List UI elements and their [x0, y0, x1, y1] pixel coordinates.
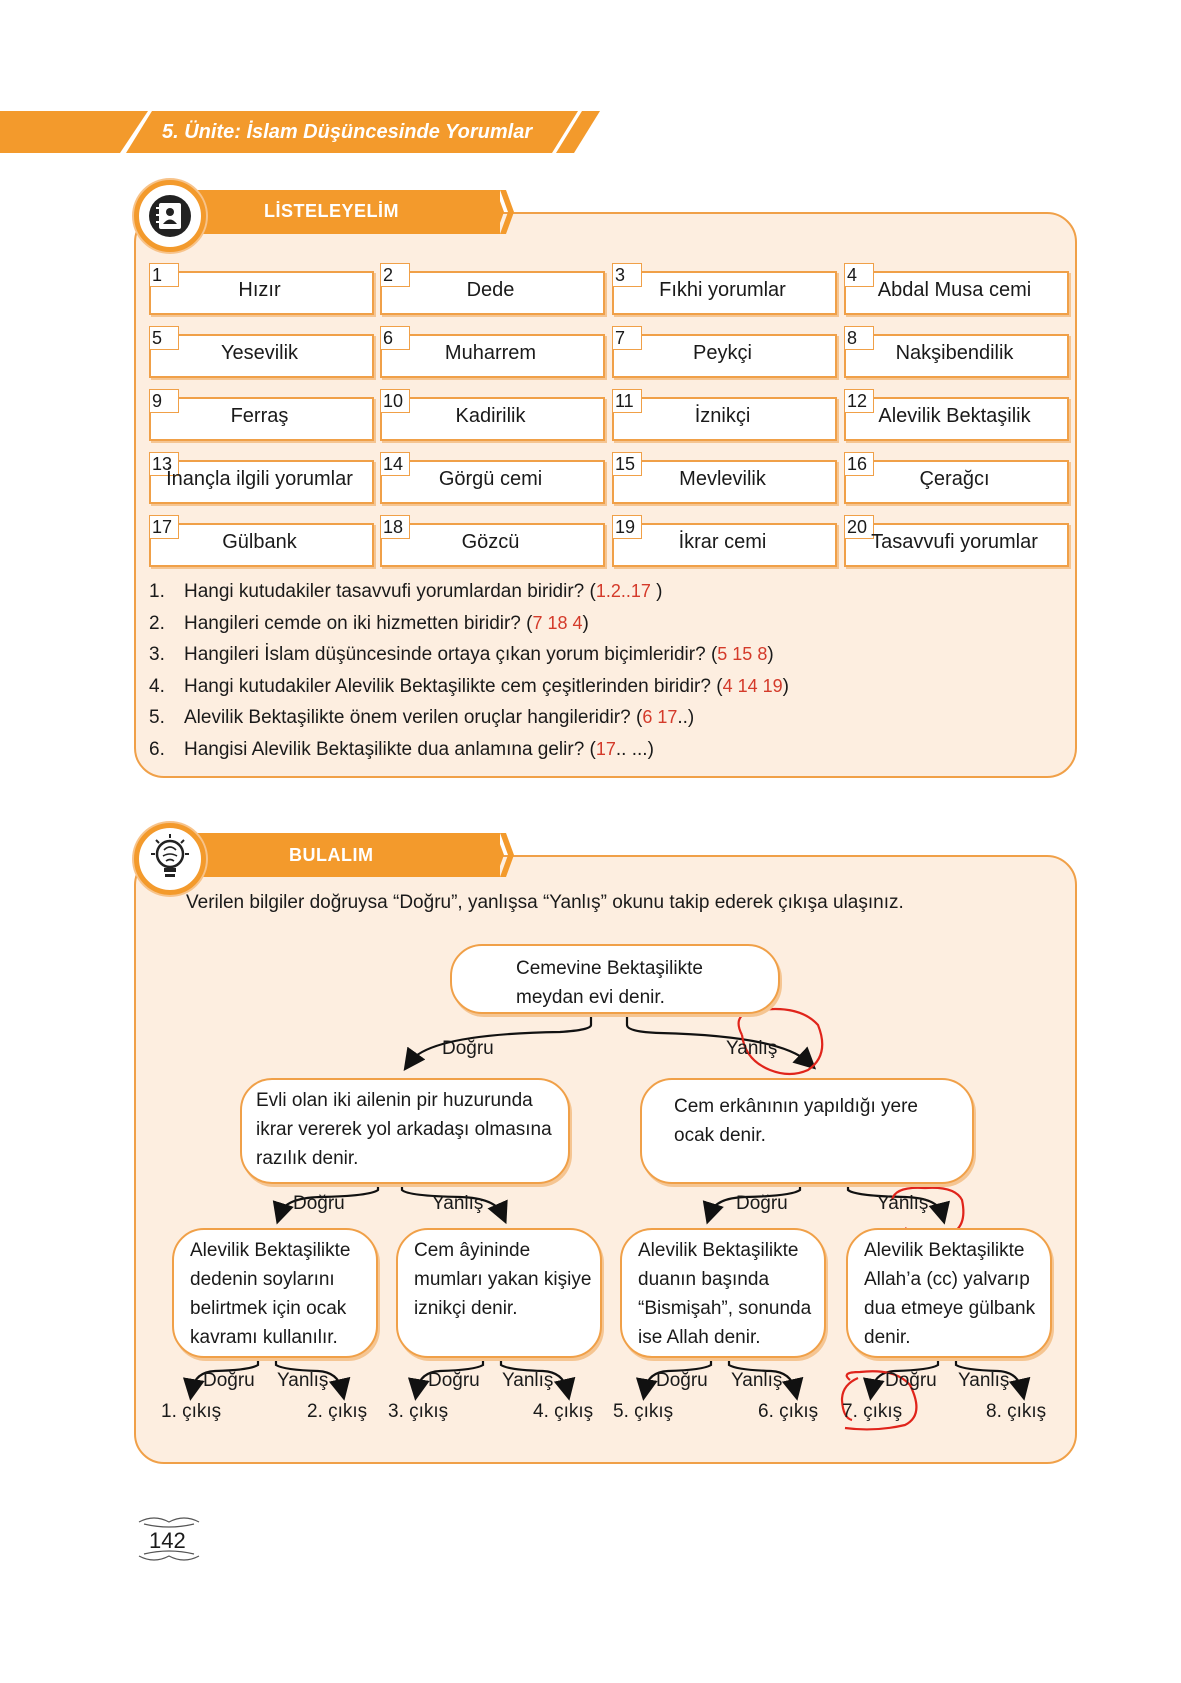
statement-box: Alevilik Bektaşilikte dedenin soylarını belirtmek için ocak kavramı kullanılır. [172, 1228, 378, 1358]
cell-number: 15 [612, 452, 642, 476]
cell-number: 6 [380, 326, 410, 350]
cell-text: Muharrem [444, 342, 537, 364]
cell-text: Görgü cemi [438, 468, 543, 490]
cell-number: 5 [149, 326, 179, 350]
statement-box-root: Cemevine Bektaşilikte meydan evi denir. [450, 944, 780, 1014]
true-label: Doğru [656, 1370, 708, 1391]
cell-number: 8 [844, 326, 874, 350]
exit-label: 1. çıkış [161, 1401, 222, 1422]
true-label: Doğru [428, 1370, 480, 1391]
cell-number: 14 [380, 452, 410, 476]
handwritten-answer: 7 18 4 [532, 612, 583, 633]
cell-number: 9 [149, 389, 179, 413]
exit-label: 3. çıkış [388, 1401, 449, 1422]
cell-text: Fıkhi yorumlar [659, 279, 786, 301]
cell-text: Hızır [238, 279, 281, 301]
cell-number: 3 [612, 263, 642, 287]
cell-number: 16 [844, 452, 874, 476]
handwritten-answer: 4 14 19 [722, 675, 783, 696]
question-number: 2. [149, 612, 165, 634]
unit-title: 5. Ünite: İslam Düşüncesinde Yorumlar [162, 121, 533, 143]
cell-text: İnançla ilgili yorumlar [166, 468, 353, 490]
cell-text: İznikçi [694, 405, 751, 427]
question-text: Hangileri İslam düşüncesinde ortaya çıkan yorum biçimleridir? ( [184, 644, 718, 665]
cell-text: Alevilik Bektaşilik [878, 405, 1031, 427]
false-label: Yanlış [502, 1370, 554, 1391]
cell-text: Peykçi [693, 342, 752, 364]
cell-number: 18 [380, 515, 410, 539]
question-number: 3. [149, 644, 165, 665]
question-close: ) [650, 581, 663, 602]
cell-number: 10 [380, 389, 410, 413]
question-close: ) [582, 612, 589, 634]
cell-text: Tasavvufi yorumlar [871, 531, 1038, 553]
cell-text: Kadirilik [455, 405, 526, 427]
exit-label: 6. çıkış [758, 1401, 819, 1422]
cell-text: Gözcü [461, 531, 520, 553]
cell-text: Ferraş [230, 405, 289, 427]
question-close: ) [767, 644, 774, 665]
true-label: Doğru [293, 1193, 345, 1214]
question-number: 4. [149, 675, 165, 697]
handwritten-answer: 5 15 8 [717, 644, 768, 664]
question-number: 1. [149, 581, 165, 602]
true-label: Doğru [885, 1370, 937, 1391]
cell-number: 7 [612, 326, 642, 350]
question-text: Hangisi Alevilik Bektaşilikte dua anlamına gelir? ( [184, 738, 596, 760]
exit-label: 2. çıkış [307, 1401, 368, 1422]
false-label: Yanlış [432, 1193, 484, 1214]
cell-number: 13 [149, 452, 179, 476]
false-label: Yanlış [726, 1038, 778, 1059]
question-text: Hangi kutudakiler Alevilik Bektaşilikte cem çeşitlerinden biridir? ( [184, 675, 723, 697]
cell-number: 20 [844, 515, 874, 539]
question-text: Hangi kutudakiler tasavvufi yorumlardan biridir? ( [184, 581, 596, 602]
handwritten-answer: 17 [595, 738, 616, 759]
exit-label: 7. çıkış [842, 1401, 903, 1422]
cell-number: 4 [844, 263, 874, 287]
cell-number: 11 [612, 389, 642, 413]
cell-number: 17 [149, 515, 179, 539]
cell-text: İkrar cemi [678, 531, 767, 553]
cell-text: Dede [466, 279, 515, 301]
instruction-text: Verilen bilgiler doğruysa “Doğru”, yanlışsa “Yanlış” okunu takip ederek çıkışa ulaşınız. [186, 892, 904, 913]
false-label: Yanlış [731, 1370, 783, 1391]
cell-text: Abdal Musa cemi [877, 279, 1032, 301]
false-label: Yanlış [958, 1370, 1010, 1391]
true-label: Doğru [736, 1193, 788, 1214]
cell-number: 2 [380, 263, 410, 287]
question-text: Hangileri cemde on iki hizmetten biridir? ( [184, 612, 533, 634]
cell-text: Gülbank [222, 531, 297, 553]
bulalim-label: BULALIM [289, 845, 374, 865]
question-close: .. ...) [615, 738, 654, 760]
listeleyelim-label: LİSTELEYELİM [264, 201, 400, 221]
cell-number: 12 [844, 389, 874, 413]
true-label: Doğru [203, 1370, 255, 1391]
cell-number: 1 [149, 263, 179, 287]
statement-box: Evli olan iki ailenin pir huzurunda ikrar vererek yol arkadaşı olmasına razılık denir. [240, 1078, 570, 1184]
question-close: ) [782, 675, 789, 697]
question-close: ..) [677, 707, 695, 728]
exit-label: 5. çıkış [613, 1401, 674, 1422]
exit-label: 8. çıkış [986, 1401, 1047, 1422]
false-label: Yanlış [877, 1193, 929, 1214]
handwritten-answer: 6 17 [642, 707, 678, 727]
statement-box: Alevilik Bektaşilikte Allah’a (cc) yalvarıp dua etmeye gülbank denir. [846, 1228, 1052, 1358]
cell-text: Yesevilik [220, 342, 299, 364]
handwritten-answer: 1.2..17 [595, 581, 651, 601]
false-label: Yanlış [277, 1370, 329, 1391]
true-label: Doğru [442, 1038, 494, 1059]
cell-text: Mevlevilik [679, 468, 766, 490]
statement-box: Alevilik Bektaşilikte duanın başında “Bismişah”, sonunda ise Allah denir. [620, 1228, 826, 1358]
question-number: 6. [149, 738, 165, 760]
question-text: Alevilik Bektaşilikte önem verilen oruçlar hangileridir? ( [184, 707, 643, 728]
exit-label: 4. çıkış [533, 1401, 594, 1422]
statement-box: Cem erkânının yapıldığı yere ocak denir. [640, 1078, 974, 1184]
cell-text: Çerağcı [919, 468, 990, 490]
page-number: 142 [149, 1528, 186, 1553]
question-number: 5. [149, 707, 165, 728]
statement-box: Cem âyininde mumları yakan kişiye iznikçi denir. [396, 1228, 602, 1358]
cell-text: Nakşibendilik [895, 342, 1014, 364]
cell-number: 19 [612, 515, 642, 539]
